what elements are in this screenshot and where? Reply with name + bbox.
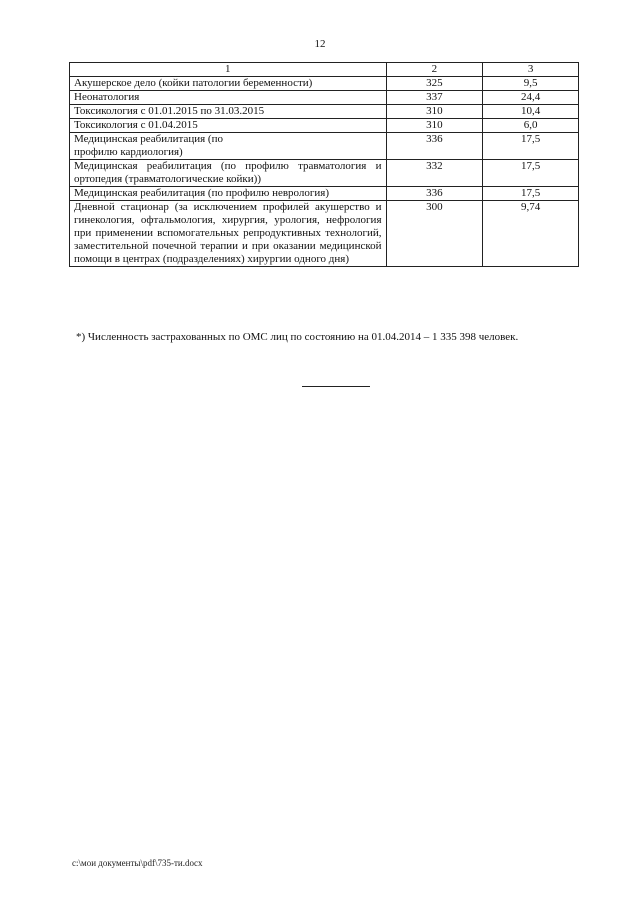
table-row — [70, 105, 579, 119]
row-col2: 337 — [386, 91, 483, 105]
table-row — [70, 77, 579, 91]
file-path: c:\мои документы\pdf\735-ти.docx — [72, 858, 203, 868]
row-name: Медицинская реабилитация (по профилю травматология и ортопедия (травматологические койки)) — [70, 160, 387, 187]
row-col3: 6,0 — [483, 119, 579, 133]
header-cell: 3 — [483, 63, 579, 77]
row-col3: 17,5 — [483, 160, 579, 187]
page-number: 12 — [314, 38, 326, 50]
table-row — [70, 91, 579, 105]
table-header-row — [70, 63, 579, 77]
row-col2: 310 — [386, 119, 483, 133]
row-name: Токсикология с 01.04.2015 — [70, 119, 387, 133]
row-name: Акушерское дело (койки патологии беременности) — [70, 77, 387, 91]
table-row — [70, 119, 579, 133]
row-col3: 17,5 — [483, 133, 579, 160]
row-col3: 24,4 — [483, 91, 579, 105]
row-col2: 300 — [386, 201, 483, 267]
tariff-table — [69, 62, 579, 267]
row-name: Медицинская реабилитация (по профилю неврология) — [70, 187, 387, 201]
table-row — [70, 187, 579, 201]
footnote: *) Численность застрахованных по ОМС лиц по состоянию на 01.04.2014 – 1 335 398 человек. — [76, 331, 519, 343]
row-col2: 336 — [386, 187, 483, 201]
row-col2: 325 — [386, 77, 483, 91]
separator-line — [302, 386, 370, 387]
header-cell: 1 — [70, 63, 387, 77]
row-name: Токсикология с 01.01.2015 по 31.03.2015 — [70, 105, 387, 119]
row-col3: 10,4 — [483, 105, 579, 119]
table-row — [70, 160, 579, 187]
row-col3: 9,74 — [483, 201, 579, 267]
table-row — [70, 133, 579, 160]
table-row — [70, 201, 579, 267]
row-name: Дневной стационар (за исключением профилей акушерство и гинекология, офтальмология, хирургия, урология, нефрология при применении вспомогательных репродуктивных технологий, заместительной почечной терапии и при оказании медицинской помощи в центрах (подразделениях) хирургии одного дня) — [70, 201, 387, 267]
row-col2: 336 — [386, 133, 483, 160]
header-cell: 2 — [386, 63, 483, 77]
row-col3: 9,5 — [483, 77, 579, 91]
row-name: Медицинская реабилитация (по профилю кардиология) — [70, 133, 387, 160]
row-col2: 310 — [386, 105, 483, 119]
row-name: Неонатология — [70, 91, 387, 105]
row-col3: 17,5 — [483, 187, 579, 201]
row-col2: 332 — [386, 160, 483, 187]
